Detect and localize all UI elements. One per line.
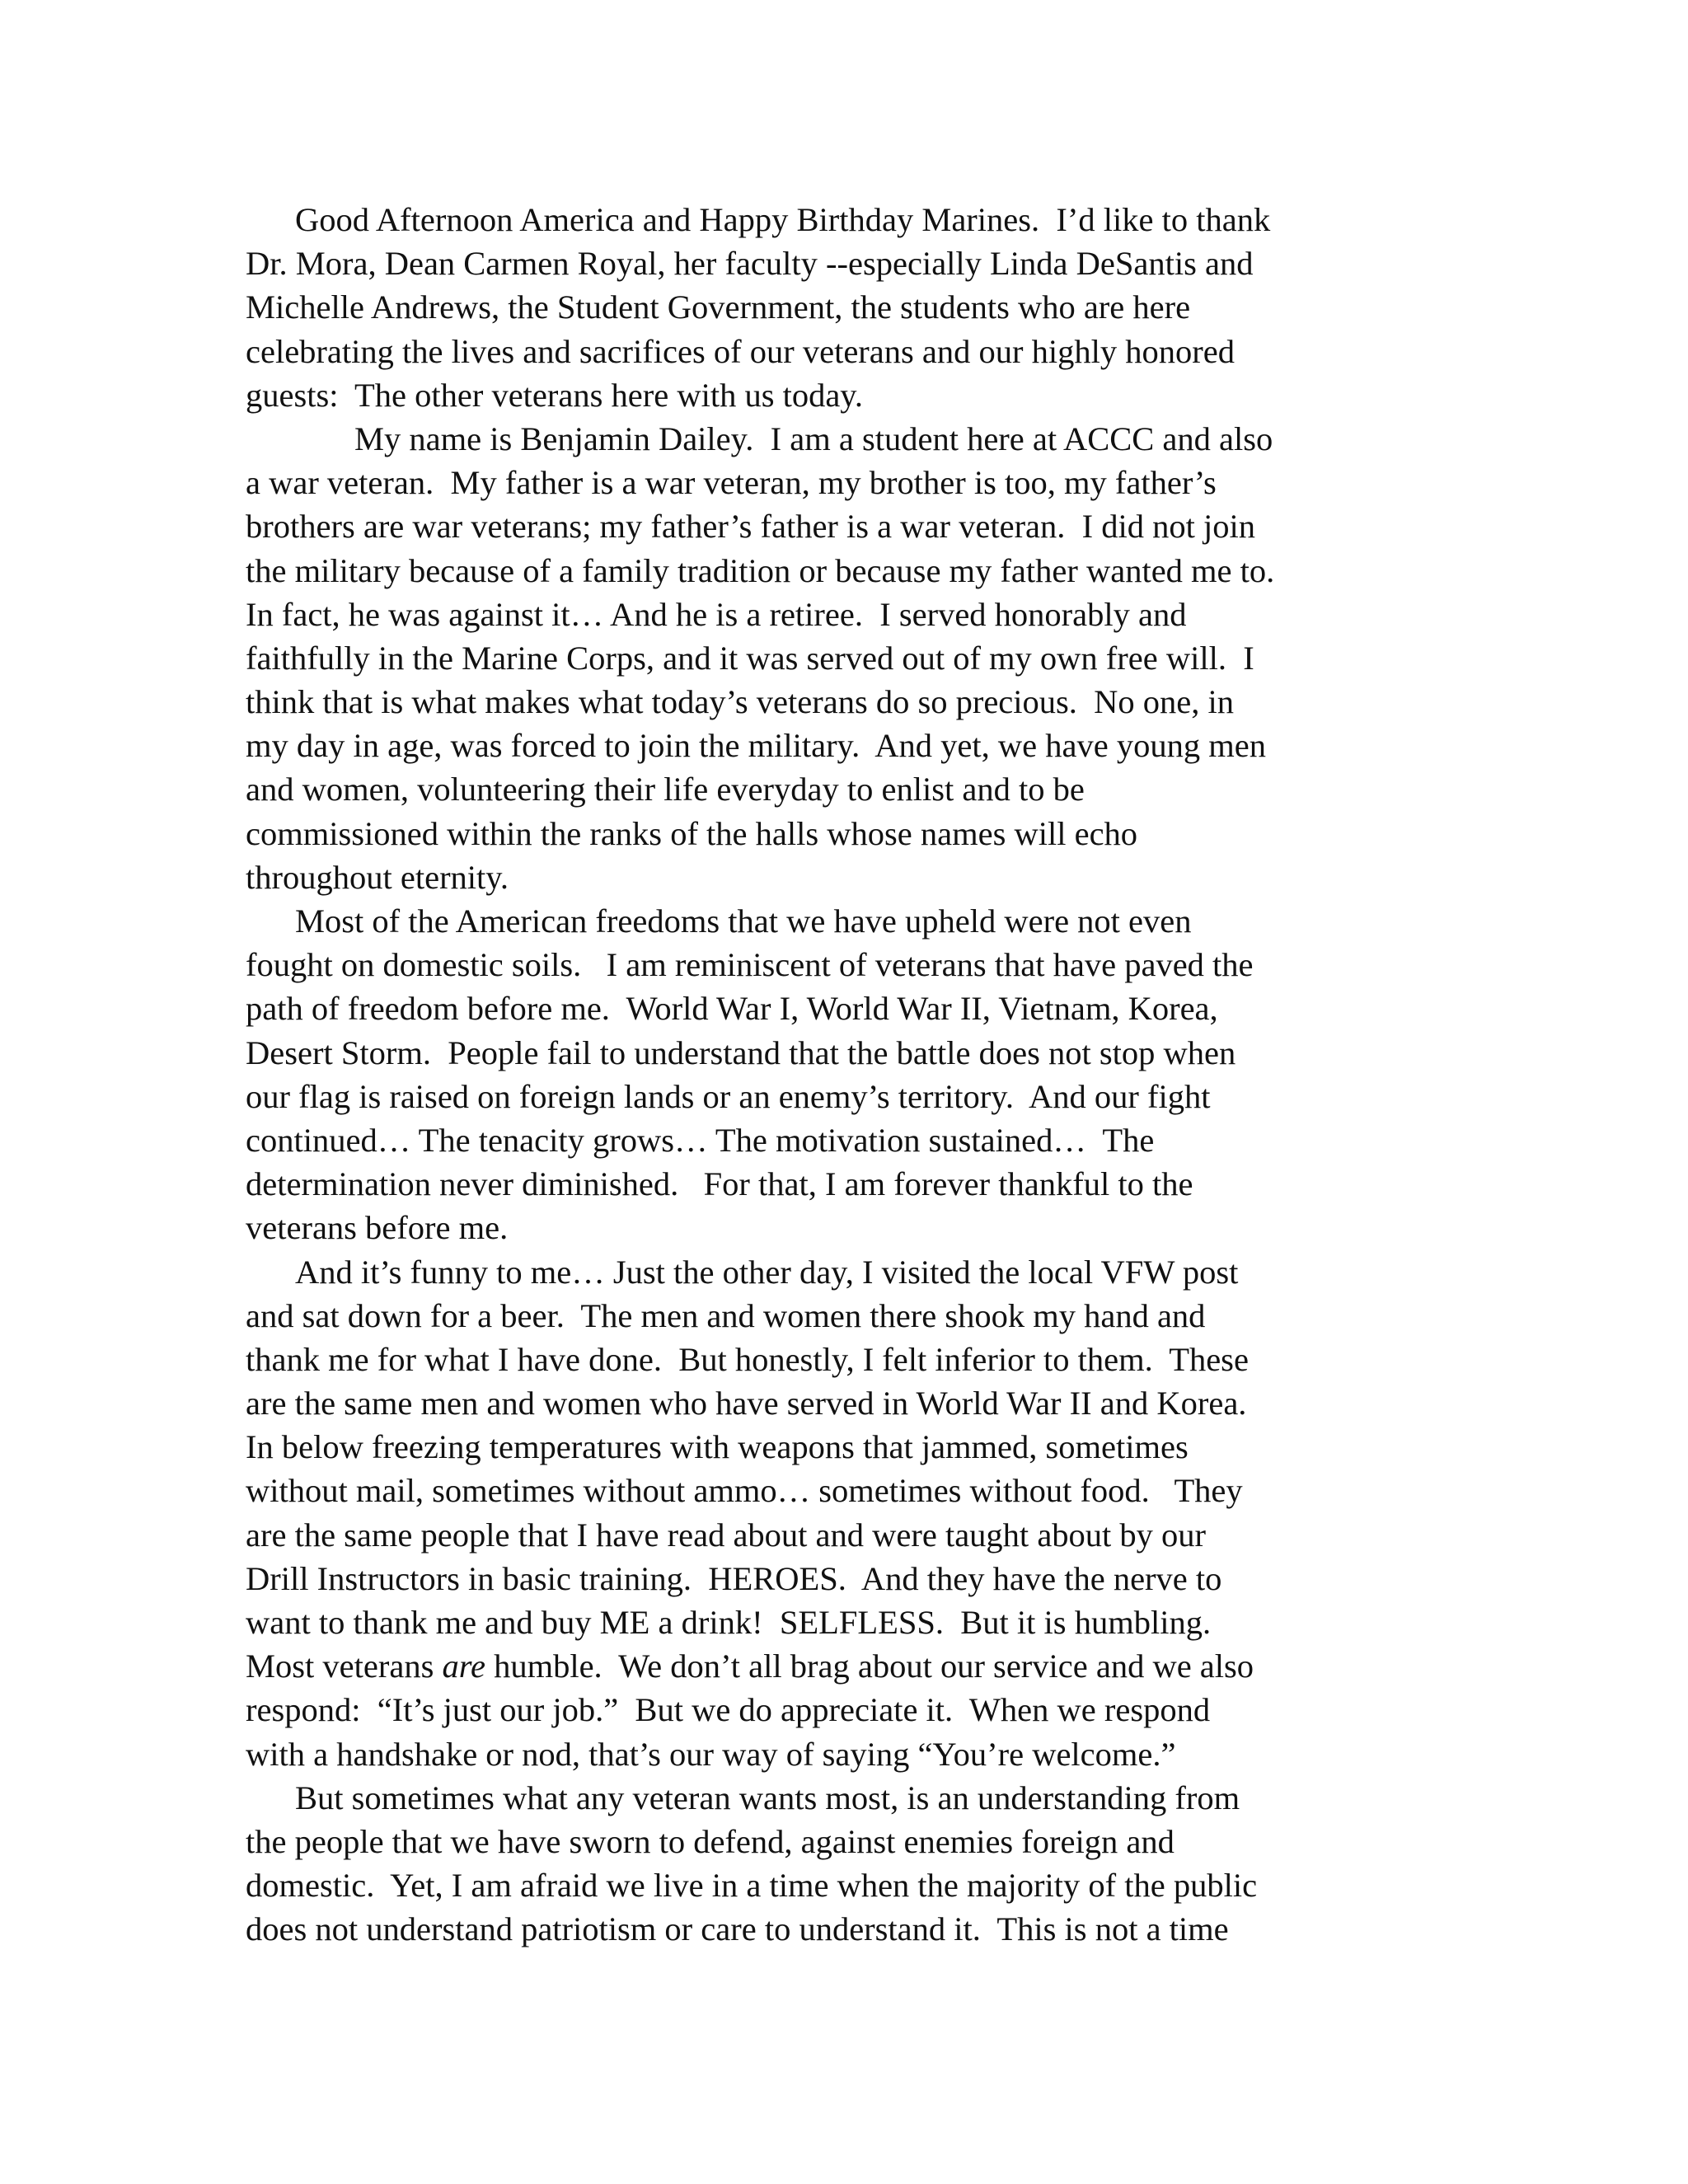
text-line: and sat down for a beer. The men and women there shook my hand and xyxy=(246,1296,1206,1334)
text-line: And it’s funny to me… Just the other day, I visited the local VFW post xyxy=(295,1253,1239,1291)
text-line: determination never diminished. For that, I am forever thankful to the xyxy=(246,1165,1193,1203)
text-line: In fact, he was against it… And he is a retiree. I served honorably and xyxy=(246,595,1187,633)
text-line: But sometimes what any veteran wants most, is an understanding from xyxy=(295,1779,1240,1816)
speech-text xyxy=(246,198,1449,1952)
text-line: brothers are war veterans; my father’s father is a war veteran. I did not join xyxy=(246,508,1256,546)
text-line: Most of the American freedoms that we have upheld were not even xyxy=(295,902,1192,940)
paragraph-5 xyxy=(246,1776,1449,1952)
text-line: Good Afternoon America and Happy Birthday Marines. I’d like to thank xyxy=(295,201,1271,238)
text-line: faithfully in the Marine Corps, and it was served out of my own free will. I xyxy=(246,639,1254,677)
text-line: my day in age, was forced to join the military. And yet, we have young men xyxy=(246,727,1266,765)
text-line: Desert Storm. People fail to understand that the battle does not stop when xyxy=(246,1033,1236,1071)
text-line: veterans before me. xyxy=(246,1209,509,1247)
text-line: Dr. Mora, Dean Carmen Royal, her faculty --especially Linda DeSantis and xyxy=(246,245,1254,283)
text-line: the people that we have sworn to defend, against enemies foreign and xyxy=(246,1822,1175,1860)
text-line: domestic. Yet, I am afraid we live in a time when the majority of the public xyxy=(246,1867,1258,1905)
paragraph-3 xyxy=(246,899,1449,1250)
text-line: My name is Benjamin Dailey. I am a student here at ACCC and also xyxy=(354,419,1273,457)
text-line: our flag is raised on foreign lands or an enemy’s territory. And our fight xyxy=(246,1077,1211,1115)
text-line: with a handshake or nod, that’s our way of saying “You’re welcome.” xyxy=(246,1735,1176,1773)
text-line: fought on domestic soils. I am reminiscent of veterans that have paved the xyxy=(246,946,1254,984)
text-line: does not understand patriotism or care to understand it. This is not a time xyxy=(246,1910,1229,1948)
text-line: think that is what makes what today’s veterans do so precious. No one, in xyxy=(246,683,1235,721)
text-line: respond: “It’s just our job.” But we do appreciate it. When we respond xyxy=(246,1691,1211,1729)
text-line: are the same people that I have read about and were taught about by our xyxy=(246,1516,1207,1554)
italic-word: are xyxy=(442,1647,485,1685)
text-line: continued… The tenacity grows… The motivation sustained… The xyxy=(246,1121,1155,1159)
text-line: are the same men and women who have served in World War II and Korea. xyxy=(246,1385,1247,1422)
text-line: thank me for what I have done. But honestly, I felt inferior to them. These xyxy=(246,1340,1249,1378)
text-line: a war veteran. My father is a war veteran, my brother is too, my father’s xyxy=(246,464,1217,502)
line-segment: Most veterans xyxy=(246,1647,443,1685)
text-line: throughout eternity. xyxy=(246,858,509,896)
text-line: the military because of a family tradition or because my father wanted me to. xyxy=(246,551,1275,589)
text-line: path of freedom before me. World War I, World War II, Vietnam, Korea, xyxy=(246,990,1218,1028)
text-line: celebrating the lives and sacrifices of our veterans and our highly honored xyxy=(246,332,1235,370)
text-line: commissioned within the ranks of the halls whose names will echo xyxy=(246,814,1138,852)
line-segment: humble. We don’t all brag about our service and we also xyxy=(485,1647,1254,1685)
text-line: without mail, sometimes without ammo… sometimes without food. They xyxy=(246,1472,1243,1510)
text-line: Drill Instructors in basic training. HEROES. And they have the nerve to xyxy=(246,1559,1222,1597)
text-line: and women, volunteering their life everyday to enlist and to be xyxy=(246,771,1085,808)
text-line-with-italic xyxy=(246,1644,1449,1688)
text-line: In below freezing temperatures with weapons that jammed, sometimes xyxy=(246,1428,1189,1466)
paragraph-2 xyxy=(246,417,1449,899)
text-line: Michelle Andrews, the Student Government, the students who are here xyxy=(246,288,1191,326)
paragraph-1 xyxy=(246,198,1449,417)
paragraph-4 xyxy=(246,1250,1449,1776)
text-line: guests: The other veterans here with us today. xyxy=(246,376,864,414)
text-line: want to thank me and buy ME a drink! SELFLESS. But it is humbling. xyxy=(246,1604,1212,1641)
